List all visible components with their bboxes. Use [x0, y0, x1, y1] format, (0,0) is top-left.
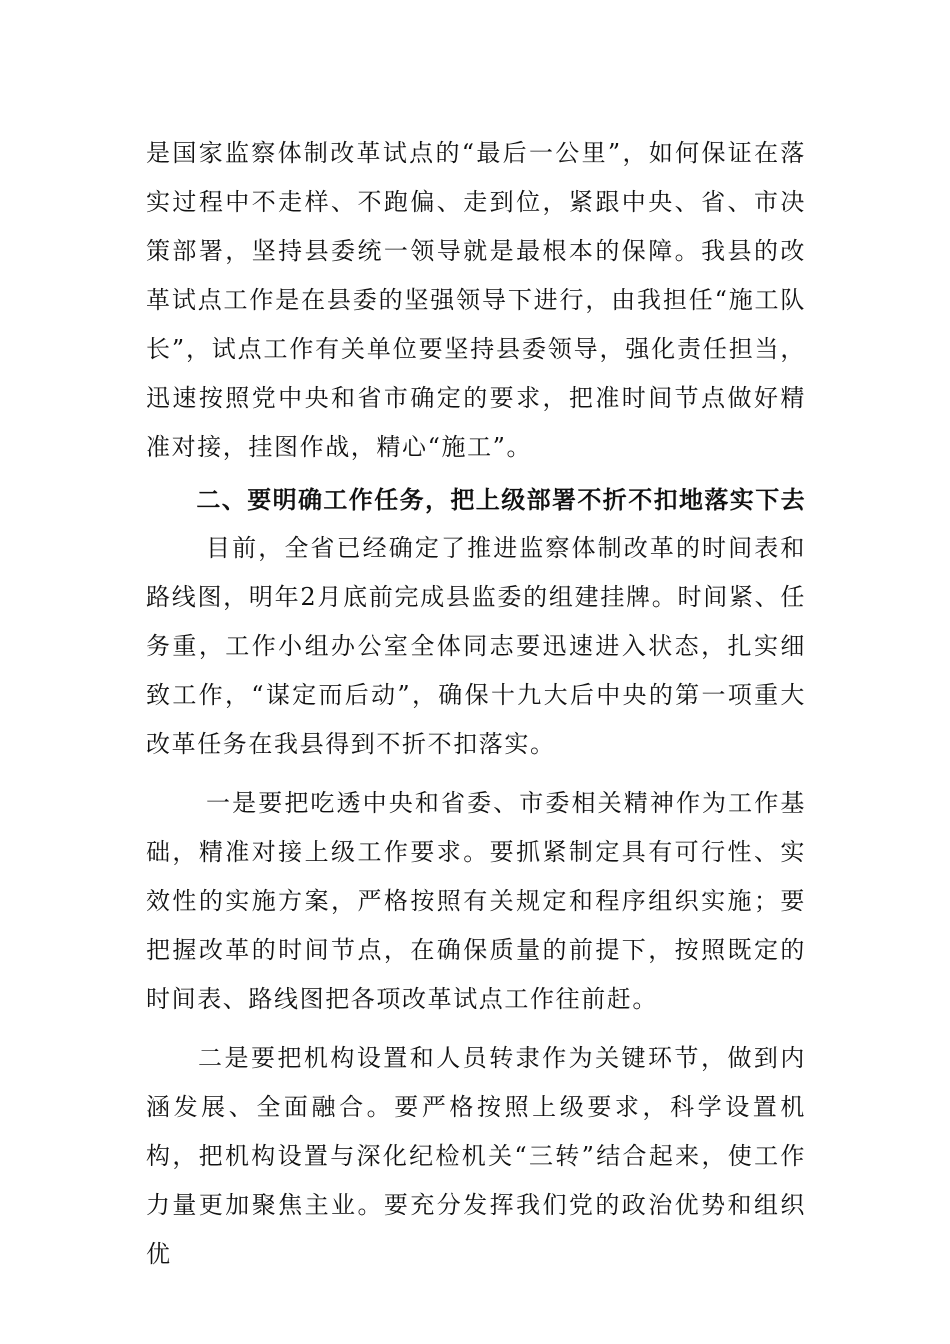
paragraph-point-one: 一是要把吃透中央和省委、市委相关精神作为工作基础，精准对接上级工作要求。要抓紧制定具有可行性、实效性的实施方案，严格按照有关规定和程序组织实施；要把握改革的时间节点，在确保质量的前提下，按照既定的时间表、路线图把各项改革试点工作往前赶。 [146, 789, 806, 1013]
paragraph-continuation: 是国家监察体制改革试点的“最后一公里”，如何保证在落实过程中不走样、不跑偏、走到位，紧跟中央、省、市决策部署，坚持县委统一领导就是最根本的保障。我县的改革试点工作是在县委的坚强领导下进行，由我担任“施工队长”，试点工作有关单位要坚持县委领导，强化责任担当，迅速按照党中央和省市确定的要求，把准时间节点做好精准对接，挂图作战，精心“施工”。 [146, 139, 806, 461]
section-heading: 二、要明确工作任务，把上级部署不折不扣地落实下去 [196, 485, 806, 514]
document-body [146, 129, 806, 1279]
paragraph-point-two: 二是要把机构设置和人员转隶作为关键环节，做到内涵发展、全面融合。要严格按照上级要求，科学设置机构，把机构设置与深化纪检机关“三转”结合起来，使工作力量更加聚焦主业。要充分发挥我们党的政治优势和组织优 [146, 1044, 806, 1268]
paragraph-timeline: 目前，全省已经确定了推进监察体制改革的时间表和路线图，明年2月底前完成县监委的组建挂牌。时间紧、任务重，工作小组办公室全体同志要迅速进入状态，扎实细致工作，“谋定而后动”，确保十九大后中央的第一项重大改革任务在我县得到不折不扣落实。 [146, 534, 806, 758]
